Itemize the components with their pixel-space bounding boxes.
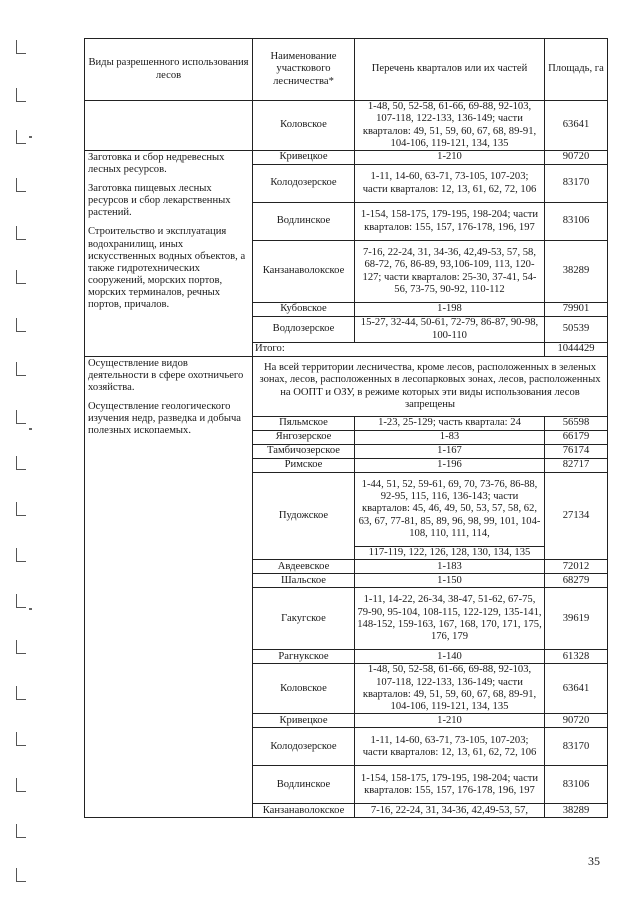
forestry-name: Янгозерское <box>253 431 355 445</box>
quarters-list: 1-154, 158-175, 179-195, 198-204; части кварталов: 155, 157, 176-178, 196, 197 <box>355 766 545 804</box>
area-value: 61328 <box>545 650 608 664</box>
binder-mark <box>16 456 26 470</box>
header-row <box>85 39 608 101</box>
area-value: 50539 <box>545 317 608 343</box>
forestry-name: Тамбичозерское <box>253 445 355 459</box>
area-value: 83170 <box>545 728 608 766</box>
binder-mark <box>16 594 26 608</box>
header-area: Площадь, га <box>545 39 608 101</box>
forestry-name: Кривецкое <box>253 151 355 165</box>
table-row <box>85 101 608 151</box>
quarters-list: 1-210 <box>355 714 545 728</box>
area-value: 66179 <box>545 431 608 445</box>
binder-tick <box>29 136 32 138</box>
quarters-list: 1-140 <box>355 650 545 664</box>
binder-mark <box>16 362 26 376</box>
forestry-name: Авдеевское <box>253 560 355 574</box>
binder-mark <box>16 88 26 102</box>
area-value: 39619 <box>545 588 608 650</box>
binder-mark <box>16 318 26 332</box>
note-row <box>85 357 608 417</box>
quarters-list: 1-167 <box>355 445 545 459</box>
area-value: 76174 <box>545 445 608 459</box>
binder-mark <box>16 410 26 424</box>
use-type-text: Строительство и эксплуатация водохранилищ, иных искусственных водных объектов, а также гидротехнических сооружений, морских портов, морских терминалов, речных портов, причалов. <box>88 226 246 311</box>
area-value: 83106 <box>545 766 608 804</box>
forestry-name: Шальское <box>253 574 355 588</box>
binder-mark <box>16 640 26 654</box>
binder-mark <box>16 226 26 240</box>
forestry-name: Пудожское <box>253 473 355 560</box>
binder-mark <box>16 824 26 838</box>
header-forestry: Наименование участкового лесничества* <box>253 39 355 101</box>
total-value: 1044429 <box>545 343 608 357</box>
area-value: 83170 <box>545 165 608 203</box>
quarters-list: 7-16, 22-24, 31, 34-36, 42,49-53, 57, <box>355 804 545 818</box>
area-value: 63641 <box>545 664 608 714</box>
total-label: Итого: <box>253 343 545 357</box>
forestry-name: Пяльмское <box>253 417 355 431</box>
quarters-list: 1-48, 50, 52-58, 61-66, 69-88, 92-103, 107-118, 122-133, 136-149; части кварталов: 49, 51, 59, 60, 67, 68, 89-91, 104-106, 119-121, 134, 135 <box>355 101 545 151</box>
quarters-list: 1-183 <box>355 560 545 574</box>
binder-tick <box>29 428 32 430</box>
area-value: 83106 <box>545 203 608 241</box>
use-cell-empty <box>85 101 253 151</box>
quarters-list: 1-150 <box>355 574 545 588</box>
quarters-list: 1-154, 158-175, 179-195, 198-204; части кварталов: 155, 157, 176-178, 196, 197 <box>355 203 545 241</box>
forestry-name: Колодозерское <box>253 165 355 203</box>
territory-note: На всей территории лесничества, кроме лесов, расположенных в зеленых зонах, лесов, расположенных в лесопарковых зонах, лесов, расположенных на ООПТ и ОЗУ, в режиме которых эти виды использования лесов запрещены <box>253 357 608 417</box>
area-value: 90720 <box>545 151 608 165</box>
quarters-list-continued: 117-119, 122, 126, 128, 130, 134, 135 <box>355 547 545 560</box>
area-value: 90720 <box>545 714 608 728</box>
table-row <box>85 151 608 165</box>
header-quarters: Перечень кварталов или их частей <box>355 39 545 101</box>
binder-mark <box>16 178 26 192</box>
forestry-name: Водлозерское <box>253 317 355 343</box>
forestry-name: Кривецкое <box>253 714 355 728</box>
use-types-cell <box>85 151 253 357</box>
binder-margin <box>0 0 40 905</box>
quarters-list: 7-16, 22-24, 31, 34-36, 42,49-53, 57, 58, 68-72, 76, 86-89, 93,106-109, 113, 120-127; части кварталов: 25-30, 37-41, 54-56, 73-75, 90-92, 110-112 <box>355 241 545 303</box>
use-type-text: Заготовка пищевых лесных ресурсов и сбор лекарственных растений. <box>88 183 231 219</box>
forestry-name: Канзанаволокское <box>253 241 355 303</box>
forestry-name: Водлинское <box>253 203 355 241</box>
use-type-text: Осуществление геологического изучения недр, разведка и добыча полезных ископаемых. <box>88 401 241 437</box>
binder-mark <box>16 502 26 516</box>
quarters-list: 1-11, 14-60, 63-71, 73-105, 107-203; части кварталов: 12, 13, 61, 62, 72, 106 <box>355 728 545 766</box>
binder-mark <box>16 270 26 284</box>
use-type-text: Осуществление видов деятельности в сфере охотничьего хозяйства. <box>88 358 244 394</box>
quarters-list: 1-198 <box>355 303 545 317</box>
binder-mark <box>16 868 26 882</box>
quarters-list: 1-44, 51, 52, 59-61, 69, 70, 73-76, 86-88, 92-95, 115, 116, 136-143; части кварталов: 45, 46, 49, 50, 53, 57, 58, 62, 63, 67, 77-81, 85, 89, 96, 98, 99, 101, 104-108, 110, 111, 114, <box>355 473 545 547</box>
area-value: 56598 <box>545 417 608 431</box>
area-value: 68279 <box>545 574 608 588</box>
binder-mark <box>16 778 26 792</box>
binder-mark <box>16 130 26 144</box>
use-type-text: Заготовка и сбор недревесных лесных ресурсов. <box>88 152 225 176</box>
forestry-name: Кубовское <box>253 303 355 317</box>
forestry-name: Коловское <box>253 101 355 151</box>
binder-mark <box>16 548 26 562</box>
area-value: 82717 <box>545 459 608 473</box>
use-types-cell <box>85 357 253 818</box>
forestry-name: Коловское <box>253 664 355 714</box>
binder-tick <box>29 608 32 610</box>
quarters-list: 1-11, 14-60, 63-71, 73-105, 107-203; части кварталов: 12, 13, 61, 62, 72, 106 <box>355 165 545 203</box>
header-use-type: Виды разрешенного использования лесов <box>85 39 253 101</box>
forestry-name: Рагнукское <box>253 650 355 664</box>
area-value: 72012 <box>545 560 608 574</box>
area-value: 63641 <box>545 101 608 151</box>
quarters-list: 1-196 <box>355 459 545 473</box>
quarters-list: 1-11, 14-22, 26-34, 38-47, 51-62, 67-75, 79-90, 95-104, 108-115, 122-129, 135-141, 148-152, 159-163, 167, 168, 170, 171, 175, 176, 179 <box>355 588 545 650</box>
quarters-list: 1-23, 25-129; часть квартала: 24 <box>355 417 545 431</box>
quarters-list: 1-83 <box>355 431 545 445</box>
forestry-name: Колодозерское <box>253 728 355 766</box>
quarters-list: 1-210 <box>355 151 545 165</box>
area-value: 38289 <box>545 241 608 303</box>
binder-mark <box>16 686 26 700</box>
forestry-name: Гакугское <box>253 588 355 650</box>
forestry-name: Канзанаволокское <box>253 804 355 818</box>
forestry-name: Водлинское <box>253 766 355 804</box>
area-value: 27134 <box>545 473 608 560</box>
binder-mark <box>16 40 26 54</box>
binder-mark <box>16 732 26 746</box>
area-value: 79901 <box>545 303 608 317</box>
forestry-name: Римское <box>253 459 355 473</box>
quarters-list: 15-27, 32-44, 50-61, 72-79, 86-87, 90-98, 100-110 <box>355 317 545 343</box>
quarters-list: 1-48, 50, 52-58, 61-66, 69-88, 92-103, 107-118, 122-133, 136-149; части кварталов: 49, 51, 59, 60, 67, 68, 89-91, 104-106, 119-121, 134, 135 <box>355 664 545 714</box>
area-value: 38289 <box>545 804 608 818</box>
forest-use-table <box>84 38 608 818</box>
page-number: 35 <box>588 854 600 868</box>
